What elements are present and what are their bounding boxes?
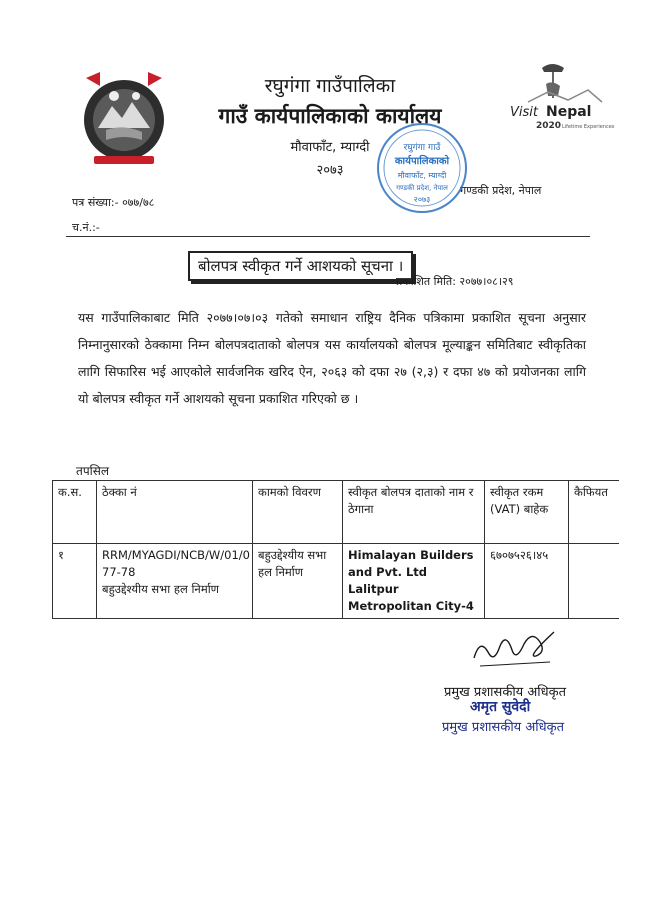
col-header-work: कामको विवरण <box>253 481 343 544</box>
logo-visit-text: Visit <box>510 105 538 120</box>
col-header-sn: क.स. <box>53 481 97 544</box>
nepal-emblem-icon <box>76 68 172 168</box>
office-stamp-icon <box>372 118 472 218</box>
col-header-amount: स्वीकृत रकम (VAT) बाहेक <box>485 481 569 544</box>
logo-nepal-text: Nepal <box>546 104 592 120</box>
officer-name: अमृत सुवेदी <box>470 699 531 715</box>
table-header-row <box>53 481 619 544</box>
cell-bidder: Himalayan Builders and Pvt. Ltd Lalitpur Metropolitan City-4 <box>343 544 485 619</box>
stamp-line-1: रघुगंगा गाउँ <box>403 143 441 153</box>
stamp-line-5: २०७३ <box>413 195 431 204</box>
municipality-name: रघुगंगा गाउँपालिका <box>264 75 396 97</box>
officer-title: प्रमुख प्रशासकीय अधिकृत <box>444 685 567 700</box>
notice-title: बोलपत्र स्वीकृत गर्ने आशयको सूचना । <box>188 251 413 281</box>
visit-nepal-logo-icon <box>508 62 615 132</box>
logo-year-text: 2020 <box>536 121 562 131</box>
logo-tagline-text: Lifetime Experiences <box>562 124 615 130</box>
stamp-line-3: मौवाफाँट, म्याग्दी <box>397 171 447 180</box>
letter-number: पत्र संख्या:- ०७७/७८ <box>72 196 155 209</box>
table-row <box>53 544 619 619</box>
col-header-remarks: कैफियत <box>569 481 619 544</box>
cell-remarks <box>569 544 619 619</box>
col-header-contract-no: ठेक्का नं <box>97 481 253 544</box>
award-table <box>52 480 619 619</box>
cell-work: बहुउद्देश्यीय सभा हल निर्माण <box>253 544 343 619</box>
col-header-bidder: स्वीकृत बोलपत्र दाताको नाम र ठेगाना <box>343 481 485 544</box>
stamp-line-2: कार्यपालिकाको <box>394 156 450 167</box>
cell-contract-desc: बहुउद्देश्यीय सभा हल निर्माण <box>102 582 219 596</box>
published-date: प्रकाशित मिति: २०७७।०८।२९ <box>396 275 514 288</box>
province-name: गण्डकी प्रदेश, नेपाल <box>460 184 542 197</box>
signature-icon <box>470 628 560 674</box>
officer-stamp-title: प्रमुख प्रशासकीय अधिकृत <box>442 720 565 735</box>
details-label: तपसिल <box>76 464 110 478</box>
notice-body: यस गाउँपालिकाबाट मिति २०७७।०७।०३ गतेको समाधान राष्ट्रिय दैनिक पत्रिकामा प्रकाशित सूचना अनुसार निम्नानुसारको ठेक्कामा निम्न बोलपत्रदाताको बोलपत्र यस कार्यालयको बोलपत्र मूल्याङ्कन समितिबाट स्वीकृतिका लागि सिफारिस भई आएकोले सार्वजनिक खरिद ऐन, २०६३ को दफा २७ (२,३) र दफा ४७ को प्रयोजनका लागि यो बोलपत्र स्वीकृत गर्ने आशयको सूचना प्रकाशित गरिएको छ । <box>78 310 586 406</box>
cell-contract-no: RRM/MYAGDI/NCB/W/01/0 77-78 <box>102 548 250 579</box>
office-name: गाउँ कार्यपालिकाको कार्यालय <box>218 104 442 128</box>
dispatch-number: च.नं.:- <box>72 221 100 234</box>
stamp-line-4: गण्डकी प्रदेश, नेपाल <box>396 184 448 192</box>
cell-contract <box>97 544 253 619</box>
office-year: २०७३ <box>316 163 344 178</box>
header-divider <box>66 236 590 237</box>
cell-amount: ६७०७५२६।४५ <box>485 544 569 619</box>
cell-sn: १ <box>53 544 97 619</box>
office-address: मौवाफाँट, म्याग्दी <box>290 140 370 155</box>
